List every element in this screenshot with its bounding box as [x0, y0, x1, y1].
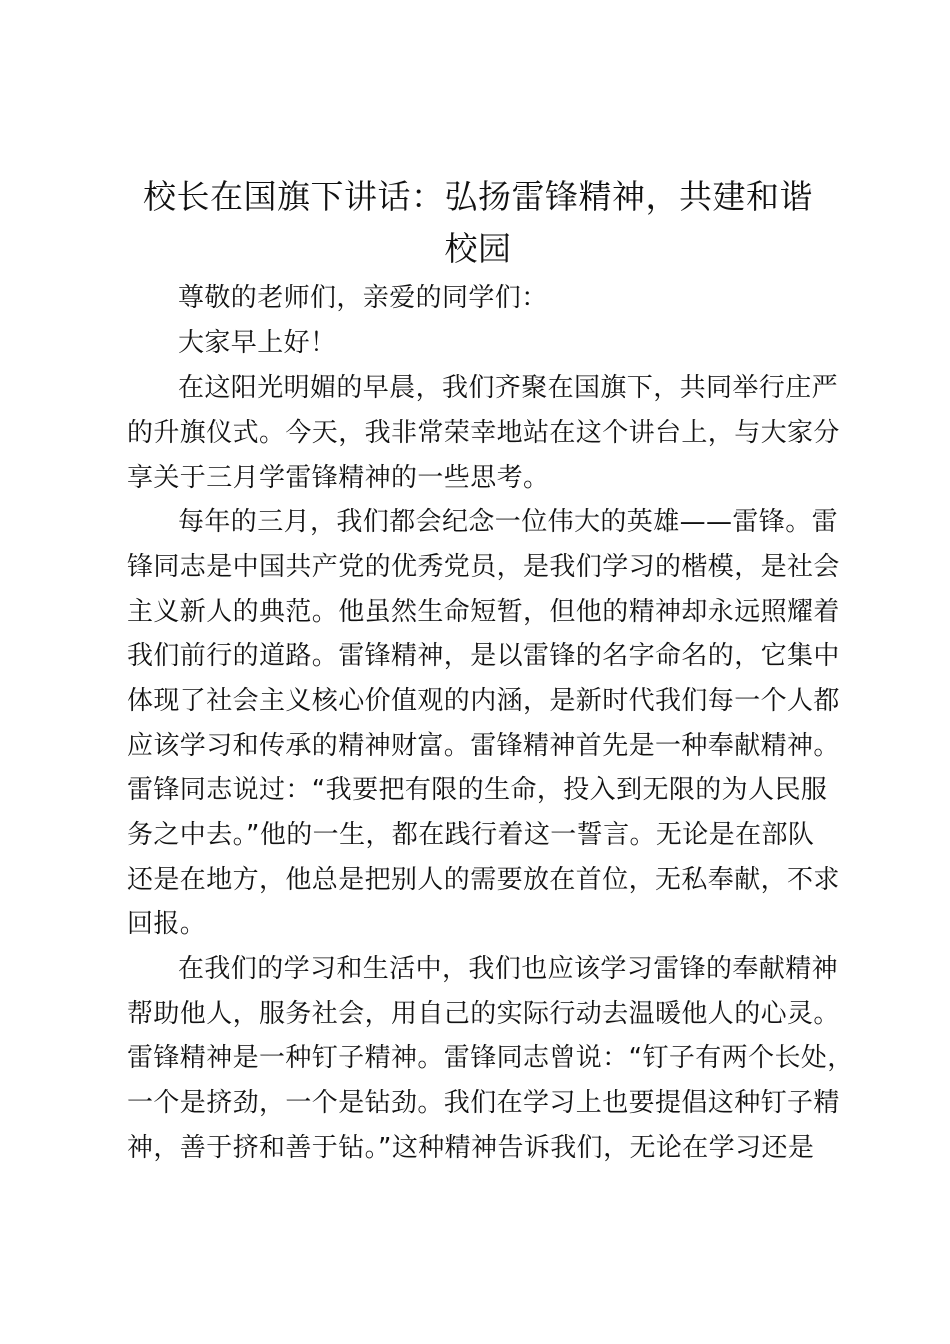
body-line: 锋同志是中国共产党的优秀党员，是我们学习的楷模，是社会 — [127, 552, 840, 582]
body-line: 神，善于挤和善于钻。”这种精神告诉我们，无论在学习还是 — [127, 1133, 815, 1163]
body-line: 一个是挤劲，一个是钻劲。我们在学习上也要提倡这种钉子精 — [127, 1088, 840, 1118]
body-line: 我们前行的道路。雷锋精神，是以雷锋的名字命名的，它集中 — [127, 641, 840, 671]
body-line: 每年的三月，我们都会纪念一位伟大的英雄——雷锋。雷 — [178, 507, 839, 537]
body-line: 主义新人的典范。他虽然生命短暂，但他的精神却永远照耀着 — [127, 597, 840, 627]
body-line: 帮助他人，服务社会，用自己的实际行动去温暖他人的心灵。 — [127, 999, 840, 1029]
body-line: 还是在地方，他总是把别人的需要放在首位，无私奉献，不求 — [127, 865, 840, 895]
body-line: 务之中去。”他的一生，都在践行着这一誓言。无论是在部队 — [127, 820, 815, 850]
body-line: 雷锋精神是一种钉子精神。雷锋同志曾说：“钉子有两个长处， — [127, 1043, 854, 1073]
body-line: 应该学习和传承的精神财富。雷锋精神首先是一种奉献精神。 — [127, 731, 840, 761]
salutation: 尊敬的老师们，亲爱的同学们： — [178, 283, 548, 313]
body-line: 雷锋同志说过：“我要把有限的生命，投入到无限的为人民服 — [127, 775, 828, 805]
body-line: 体现了社会主义核心价值观的内涵，是新时代我们每一个人都 — [127, 686, 840, 716]
body-line: 的升旗仪式。今天，我非常荣幸地站在这个讲台上，与大家分 — [127, 418, 840, 448]
body-line: 享关于三月学雷锋精神的一些思考。 — [127, 463, 550, 493]
body-line: 在这阳光明媚的早晨，我们齐聚在国旗下，共同举行庄严 — [178, 373, 839, 403]
document-title-line-2: 校园 — [444, 229, 512, 268]
body-line: 在我们的学习和生活中，我们也应该学习雷锋的奉献精神 — [178, 954, 839, 984]
document-title-line-1: 校长在国旗下讲话：弘扬雷锋精神，共建和谐 — [143, 177, 813, 216]
body-line: 回报。 — [127, 909, 207, 939]
greeting: 大家早上好！ — [178, 328, 337, 358]
